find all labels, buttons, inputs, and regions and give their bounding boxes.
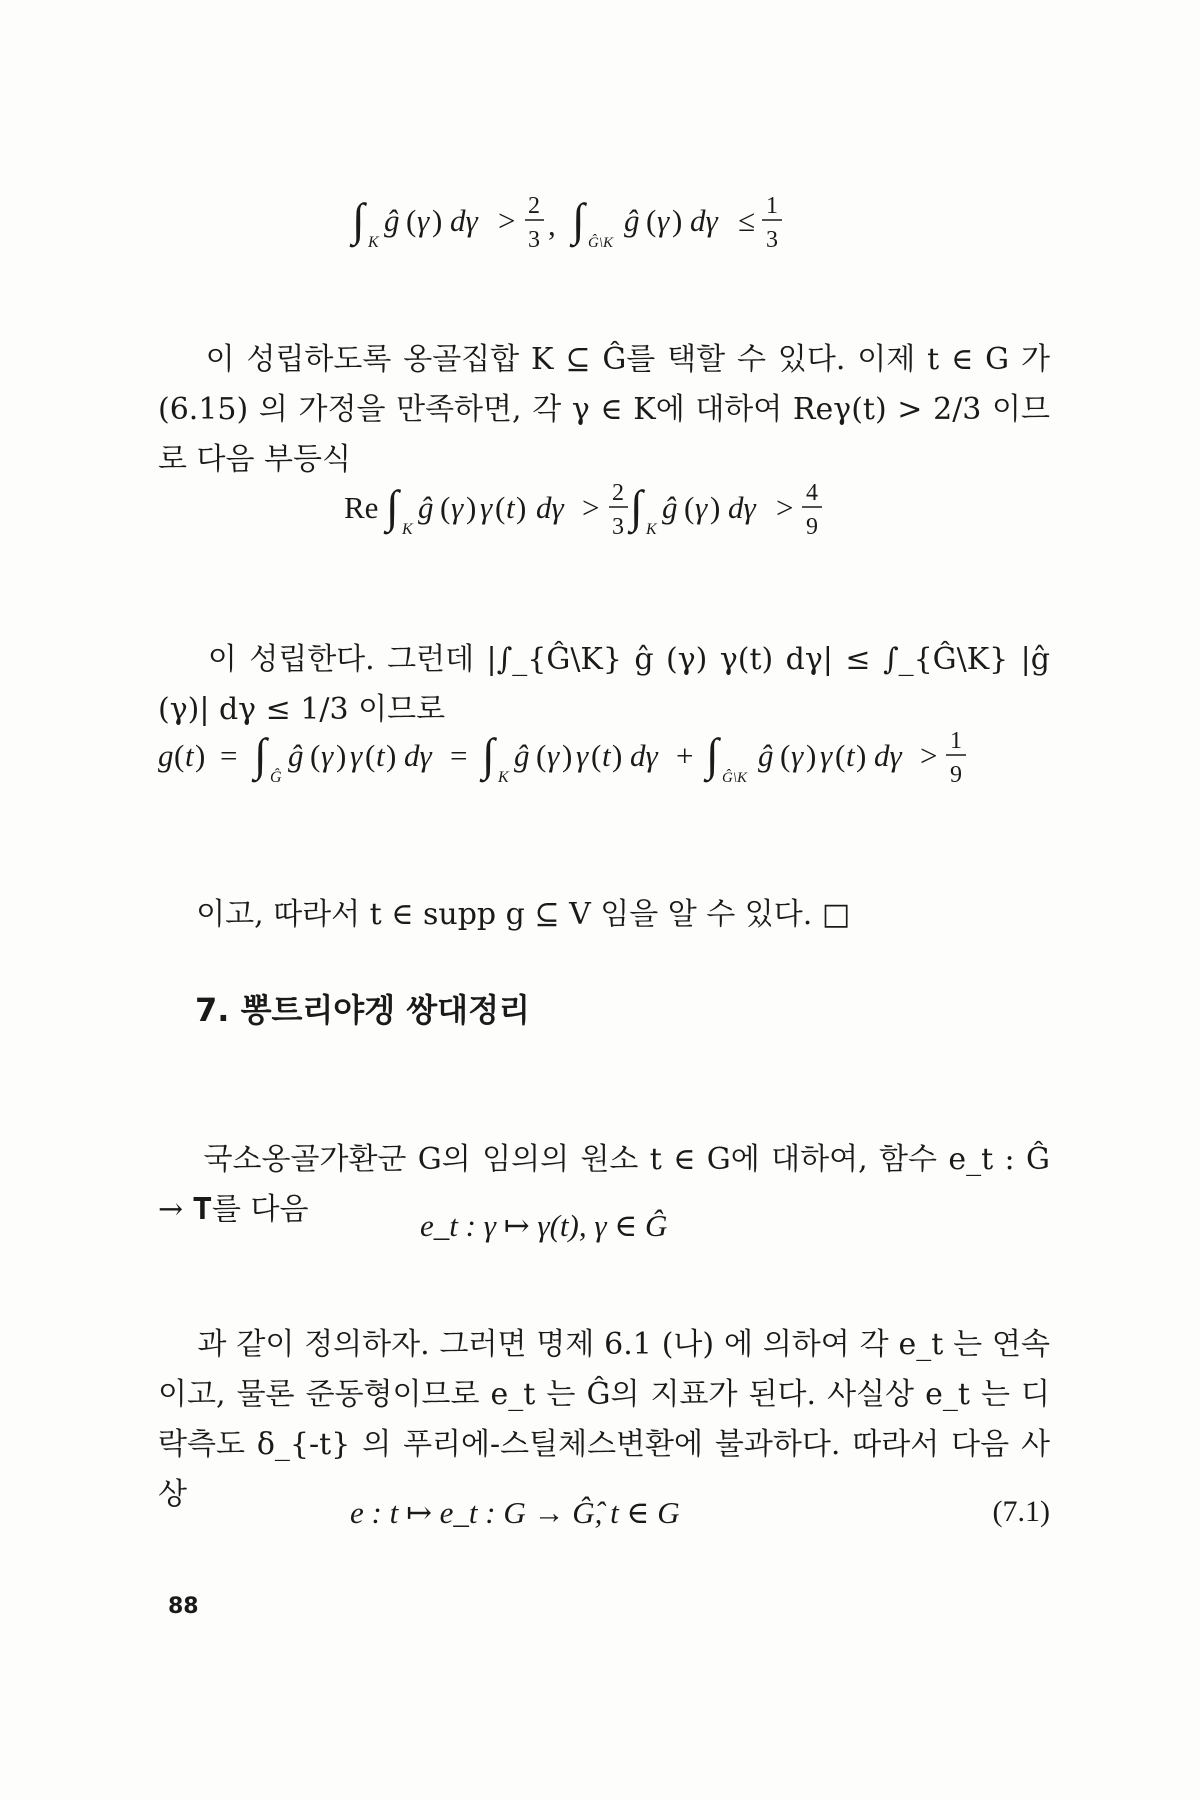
svg-text:): ) xyxy=(672,203,683,238)
svg-text:dγ: dγ xyxy=(630,738,658,773)
svg-text:Ĝ: Ĝ xyxy=(270,769,282,786)
svg-text:γ: γ xyxy=(451,490,464,525)
paragraph-2-text: 이 성립한다. 그런데 |∫_{Ĝ\K} ĝ (γ) γ(t) dγ| ≤ ∫_{Ĝ\K} |ĝ (γ)| dγ ≤ 1/3 이므로 xyxy=(158,642,1060,727)
equation-5: e : t ↦ e_t : G → Ĝ̂, t ∈ G xyxy=(350,1495,680,1530)
svg-text:∫: ∫ xyxy=(386,481,399,532)
svg-text:dγ: dγ xyxy=(728,490,756,525)
svg-text:3: 3 xyxy=(612,514,624,540)
svg-text:=: = xyxy=(450,738,468,773)
equation-1 xyxy=(340,185,900,265)
svg-text:dγ: dγ xyxy=(690,203,718,238)
svg-text:t: t xyxy=(506,490,515,525)
svg-text:(: ( xyxy=(591,738,602,773)
svg-text:(: ( xyxy=(440,490,451,525)
svg-text:γ: γ xyxy=(695,490,708,525)
svg-text:): ) xyxy=(386,738,397,773)
svg-text:γ: γ xyxy=(547,738,560,773)
svg-text:ĝ: ĝ xyxy=(384,203,400,238)
svg-text:ĝ: ĝ xyxy=(662,490,678,525)
svg-text:9: 9 xyxy=(806,514,818,540)
svg-text:): ) xyxy=(612,738,623,773)
equation-2 xyxy=(340,472,920,552)
svg-text:t: t xyxy=(376,738,385,773)
svg-text:): ) xyxy=(856,738,867,773)
svg-text:>: > xyxy=(498,203,516,238)
svg-text:>: > xyxy=(776,490,794,525)
equation-number: (7.1) xyxy=(992,1495,1050,1528)
svg-text:Ĝ\K: Ĝ\K xyxy=(588,235,614,251)
equation-4: e_t : γ ↦ γ(t), γ ∈ Ĝ xyxy=(420,1208,668,1243)
svg-text:(: ( xyxy=(365,738,376,773)
svg-text:dγ: dγ xyxy=(450,203,478,238)
svg-text:>: > xyxy=(582,490,600,525)
svg-text:1: 1 xyxy=(766,193,778,219)
svg-text:dγ: dγ xyxy=(404,738,432,773)
svg-text:ĝ: ĝ xyxy=(288,738,304,773)
svg-text:dγ: dγ xyxy=(874,738,902,773)
section-title: 7. 뽕트리야겡 쌍대정리 xyxy=(195,991,530,1029)
paragraph-3 xyxy=(158,840,1050,990)
equation-3 xyxy=(158,720,1058,810)
svg-text:∫: ∫ xyxy=(254,729,267,780)
svg-text:3: 3 xyxy=(528,227,540,253)
svg-text:(: ( xyxy=(646,203,657,238)
svg-text:): ) xyxy=(562,738,573,773)
svg-text:2: 2 xyxy=(612,480,624,506)
page-number: 88 xyxy=(168,1594,199,1619)
svg-text:∫: ∫ xyxy=(706,729,719,780)
svg-text:(: ( xyxy=(684,490,695,525)
paragraph-4 xyxy=(158,1085,1060,1285)
svg-text:K: K xyxy=(646,521,657,538)
svg-text:γ: γ xyxy=(576,738,589,773)
svg-text:dγ: dγ xyxy=(536,490,564,525)
svg-text:γ: γ xyxy=(820,738,833,773)
svg-text:9: 9 xyxy=(950,762,962,788)
svg-text:≤: ≤ xyxy=(738,203,756,238)
svg-text:): ) xyxy=(432,203,443,238)
svg-text:2: 2 xyxy=(528,193,540,219)
svg-text:): ) xyxy=(516,490,527,525)
svg-text:γ: γ xyxy=(350,738,363,773)
svg-text:∫: ∫ xyxy=(352,194,365,245)
svg-text:∫: ∫ xyxy=(572,194,585,245)
svg-text:(: ( xyxy=(174,738,185,773)
svg-text:>: > xyxy=(920,738,938,773)
svg-text:(: ( xyxy=(780,738,791,773)
svg-text:∫: ∫ xyxy=(630,481,643,532)
paragraph-3-text: 이고, 따라서 t ∈ supp g ⊆ V 임을 알 수 있다. □ xyxy=(196,897,851,932)
svg-text:K: K xyxy=(498,769,509,786)
svg-text:γ: γ xyxy=(657,203,670,238)
svg-text:(: ( xyxy=(406,203,417,238)
svg-text:γ: γ xyxy=(417,203,430,238)
svg-text:=: = xyxy=(220,738,238,773)
paragraph-4-text: 국소옹골가환군 G의 임의의 원소 t ∈ G에 대하여, 함수 e_t : Ĝ → 𝐓를 다음 xyxy=(158,1142,1060,1227)
svg-text:(: ( xyxy=(495,490,506,525)
svg-text:): ) xyxy=(336,738,347,773)
svg-text:ĝ: ĝ xyxy=(758,738,774,773)
svg-text:): ) xyxy=(710,490,721,525)
svg-text:γ: γ xyxy=(791,738,804,773)
svg-text:,: , xyxy=(548,207,556,242)
svg-text:4: 4 xyxy=(806,480,818,506)
svg-text:Re: Re xyxy=(344,490,379,525)
svg-text:1: 1 xyxy=(950,728,962,754)
svg-text:∫: ∫ xyxy=(482,729,495,780)
svg-text:K: K xyxy=(368,234,379,251)
svg-text:t: t xyxy=(602,738,611,773)
svg-text:g: g xyxy=(158,738,174,773)
paragraph-1-text: 이 성립하도록 옹골집합 K ⊆ Ĝ를 택할 수 있다. 이제 t ∈ G 가 (6.15) 의 가정을 만족하면, 각 γ ∈ K에 대하여 Reγ(t) > 2/3 이므로 다음 부등식 xyxy=(158,342,1060,477)
svg-text:): ) xyxy=(466,490,477,525)
svg-text:): ) xyxy=(195,738,206,773)
svg-text:): ) xyxy=(806,738,817,773)
svg-text:γ: γ xyxy=(480,490,493,525)
svg-text:(: ( xyxy=(835,738,846,773)
svg-text:ĝ: ĝ xyxy=(514,738,530,773)
svg-text:ĝ: ĝ xyxy=(418,490,434,525)
paragraph-5-text: 과 같이 정의하자. 그러면 명제 6.1 (나) 에 의하여 각 e_t 는 연속이고, 물론 준동형이므로 e_t 는 Ĝ의 지표가 된다. 사실상 e_t 는 디락측도 δ_{-t} 의 푸리에-스틸체스변환에 불과하다. 따라서 다음 사상 xyxy=(158,1327,1050,1512)
svg-text:(: ( xyxy=(310,738,321,773)
svg-text:ĝ: ĝ xyxy=(624,203,640,238)
svg-text:+: + xyxy=(676,738,694,773)
svg-text:(: ( xyxy=(536,738,547,773)
svg-text:γ: γ xyxy=(321,738,334,773)
equation-1-text xyxy=(0,0,1,1)
svg-text:K: K xyxy=(402,521,413,538)
svg-text:t: t xyxy=(185,738,194,773)
svg-text:t: t xyxy=(846,738,855,773)
svg-text:3: 3 xyxy=(766,227,778,253)
svg-text:Ĝ\K: Ĝ\K xyxy=(722,770,748,786)
